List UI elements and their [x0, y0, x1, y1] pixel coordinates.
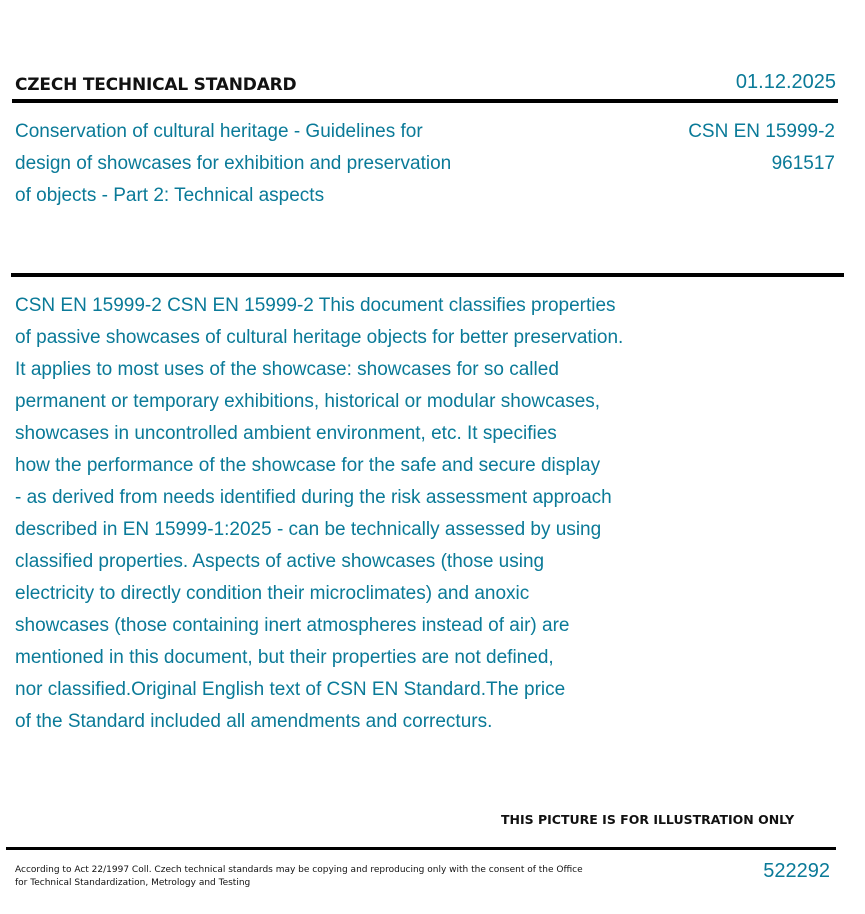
- description-line: CSN EN 15999-2 CSN EN 15999-2 This document classifies properties: [15, 295, 616, 316]
- standard-title-line: of objects - Part 2: Technical aspects: [15, 185, 325, 206]
- standard-title: [15, 116, 535, 212]
- description-line: of the Standard included all amendments and correcturs.: [15, 711, 493, 732]
- standard-description: [15, 290, 730, 738]
- copyright-note-line: According to Act 22/1997 Coll. Czech technical standards may be copying and reproducing only with the consent of the Office: [15, 865, 583, 875]
- description-line: showcases in uncontrolled ambient environment, etc. It specifies: [15, 423, 557, 444]
- catalog-number: 522292: [763, 860, 830, 882]
- description-line: mentioned in this document, but their properties are not defined,: [15, 647, 554, 668]
- copyright-note-line: for Technical Standardization, Metrology and Testing: [15, 878, 251, 888]
- illustration-notice: THIS PICTURE IS FOR ILLUSTRATION ONLY: [501, 812, 795, 827]
- description-line: - as derived from needs identified during the risk assessment approach: [15, 487, 612, 508]
- title-divider: [11, 273, 844, 277]
- description-line: nor classified.Original English text of CSN EN Standard.The price: [15, 679, 566, 700]
- standard-title-line: design of showcases for exhibition and preservation: [15, 153, 452, 174]
- header-divider: [12, 99, 838, 103]
- standard-code: CSN EN 15999-2: [688, 121, 835, 142]
- description-line: how the performance of the showcase for the safe and secure display: [15, 455, 601, 476]
- description-line: of passive showcases of cultural heritage objects for better preservation.: [15, 327, 624, 348]
- description-line: electricity to directly condition their microclimates) and anoxic: [15, 583, 530, 604]
- copyright-note: [15, 864, 595, 890]
- description-line: classified properties. Aspects of active showcases (those using: [15, 551, 545, 572]
- footer-divider: [6, 847, 836, 850]
- classification-number: 961517: [771, 153, 835, 174]
- description-line: It applies to most uses of the showcase: showcases for so called: [15, 359, 559, 380]
- standard-title-line: Conservation of cultural heritage - Guidelines for: [15, 121, 423, 142]
- publication-date: 01.12.2025: [735, 71, 836, 93]
- standard-codes: [688, 116, 835, 180]
- document-category-label: CZECH TECHNICAL STANDARD: [15, 75, 297, 95]
- description-line: showcases (those containing inert atmospheres instead of air) are: [15, 615, 570, 636]
- description-line: described in EN 15999-1:2025 - can be technically assessed by using: [15, 519, 602, 540]
- description-line: permanent or temporary exhibitions, historical or modular showcases,: [15, 391, 601, 412]
